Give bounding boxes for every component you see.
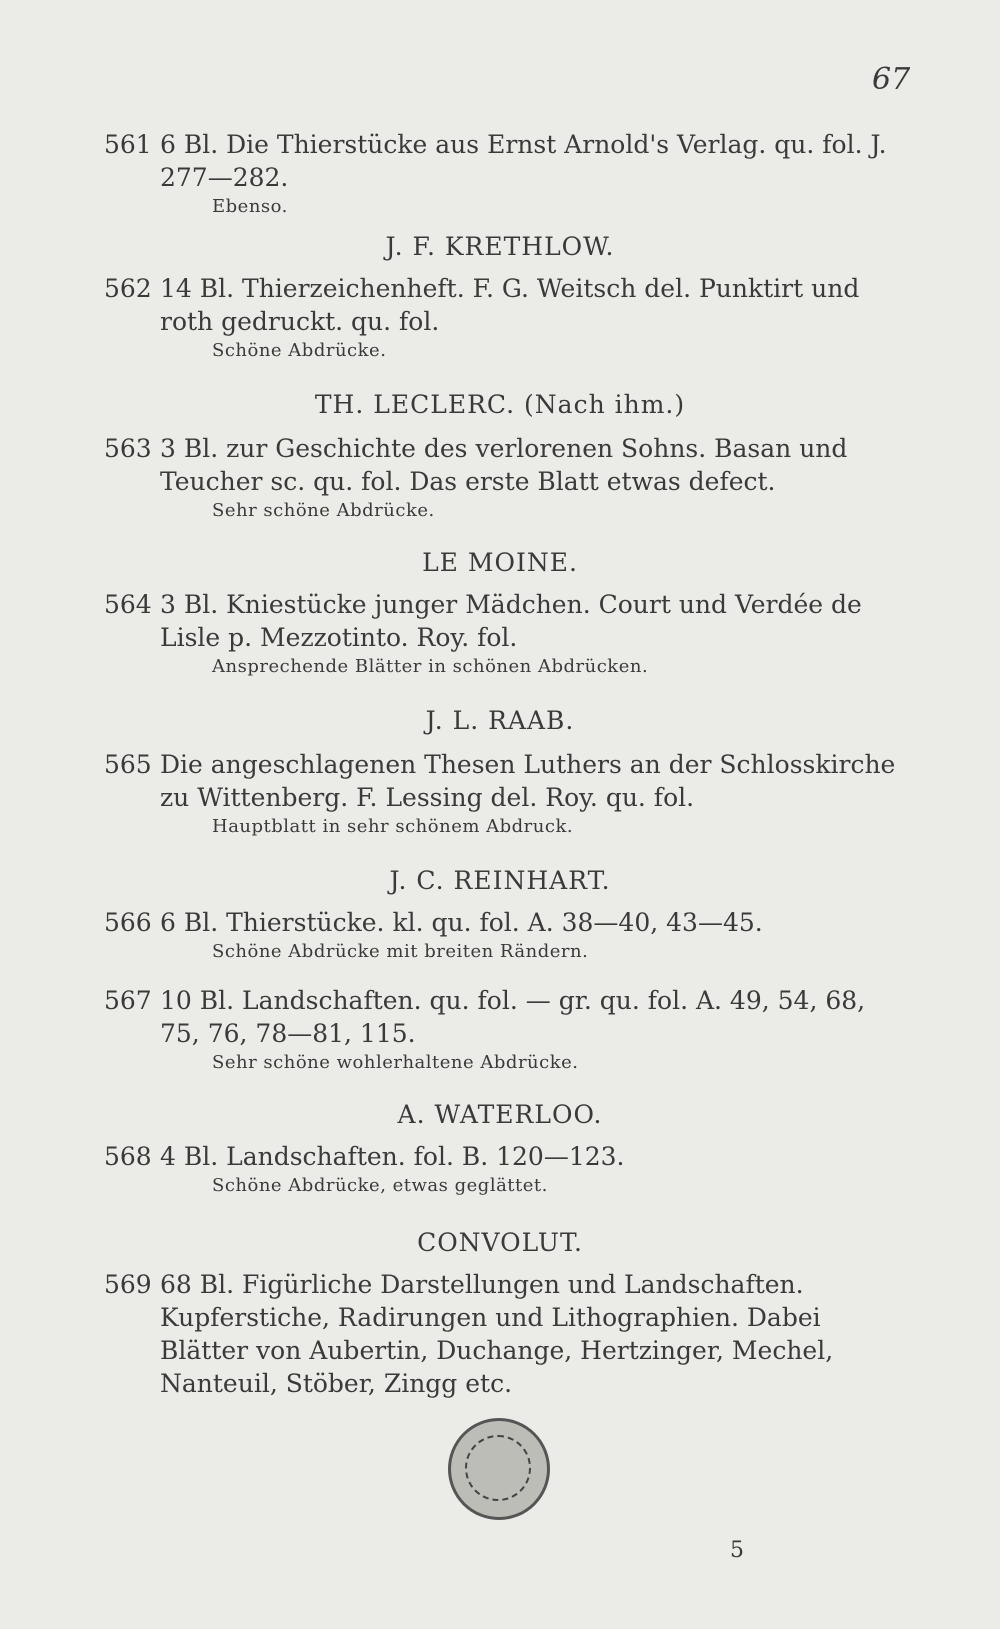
entry (104, 984, 904, 1076)
entry-number: 563 (104, 434, 152, 463)
artist-heading: LE MOINE. (422, 548, 578, 577)
entry-note: Ansprechende Blätter in schönen Abdrücken. (212, 656, 649, 677)
section-heading: CONVOLUT. (417, 1228, 583, 1257)
entry (104, 128, 904, 220)
entry-number: 562 (104, 274, 152, 303)
entry-note: Schöne Abdrücke, etwas geglättet. (212, 1175, 548, 1196)
entry-number: 564 (104, 590, 152, 619)
entry-number: 567 (104, 986, 152, 1015)
page-number: 67 (872, 62, 911, 97)
entry-note: Sehr schöne wohlerhaltene Abdrücke. (212, 1052, 579, 1073)
artist-heading: A. WATERLOO. (397, 1100, 603, 1129)
entry (104, 1268, 904, 1400)
entry-text: 6 Bl. Thierstücke. kl. qu. fol. A. 38—40, 43—45. (160, 908, 763, 937)
entry-text: 14 Bl. Thierzeichenheft. F. G. Weitsch del. Punktirt und roth gedruckt. qu. fol. (160, 274, 860, 336)
entry (104, 906, 904, 965)
entry-text: 3 Bl. zur Geschichte des verlorenen Sohns. Basan und Teucher sc. qu. fol. Das erste Blatt etwas defect. (160, 434, 848, 496)
entry-number: 566 (104, 908, 152, 937)
artist-heading: J. L. RAAB. (425, 706, 575, 735)
entry-text: 6 Bl. Die Thierstücke aus Ernst Arnold's Verlag. qu. fol. J. 277—282. (160, 130, 887, 192)
entry-text: Die angeschlagenen Thesen Luthers an der Schlosskirche zu Wittenberg. F. Lessing del. Roy. qu. fol. (160, 750, 896, 812)
entry (104, 748, 904, 840)
entry-text: 3 Bl. Kniestücke junger Mädchen. Court und Verdée de Lisle p. Mezzotinto. Roy. fol. (160, 590, 862, 652)
entry-text: 4 Bl. Landschaften. fol. B. 120—123. (160, 1142, 625, 1171)
artist-heading: J. C. REINHART. (389, 866, 611, 895)
entry (104, 588, 904, 680)
artist-heading: TH. LECLERC. (Nach ihm.) (314, 390, 686, 419)
entry-number: 569 (104, 1270, 152, 1299)
entry-text: 10 Bl. Landschaften. qu. fol. — gr. qu. fol. A. 49, 54, 68, 75, 76, 78—81, 115. (160, 986, 866, 1048)
entry-number: 561 (104, 130, 152, 159)
entry-note: Sehr schöne Abdrücke. (212, 500, 435, 521)
entry-note: Ebenso. (212, 196, 288, 217)
entry-note: Schöne Abdrücke. (212, 340, 387, 361)
entry (104, 1140, 904, 1199)
library-stamp-icon (448, 1418, 550, 1520)
entry-number: 568 (104, 1142, 152, 1171)
entry (104, 272, 904, 364)
entry-number: 565 (104, 750, 152, 779)
entry-text: 68 Bl. Figürliche Darstellungen und Landschaften. Kupferstiche, Radirungen und Lithographien. Dabei Blätter von Aubertin, Duchange, Hertzinger, Mechel, Nanteuil, Stöber, Zingg etc. (160, 1270, 834, 1398)
entry-note: Schöne Abdrücke mit breiten Rändern. (212, 941, 589, 962)
entry (104, 432, 904, 524)
entry-note: Hauptblatt in sehr schönem Abdruck. (212, 816, 574, 837)
signature-mark: 5 (730, 1538, 744, 1563)
artist-heading: J. F. KRETHLOW. (385, 232, 615, 261)
